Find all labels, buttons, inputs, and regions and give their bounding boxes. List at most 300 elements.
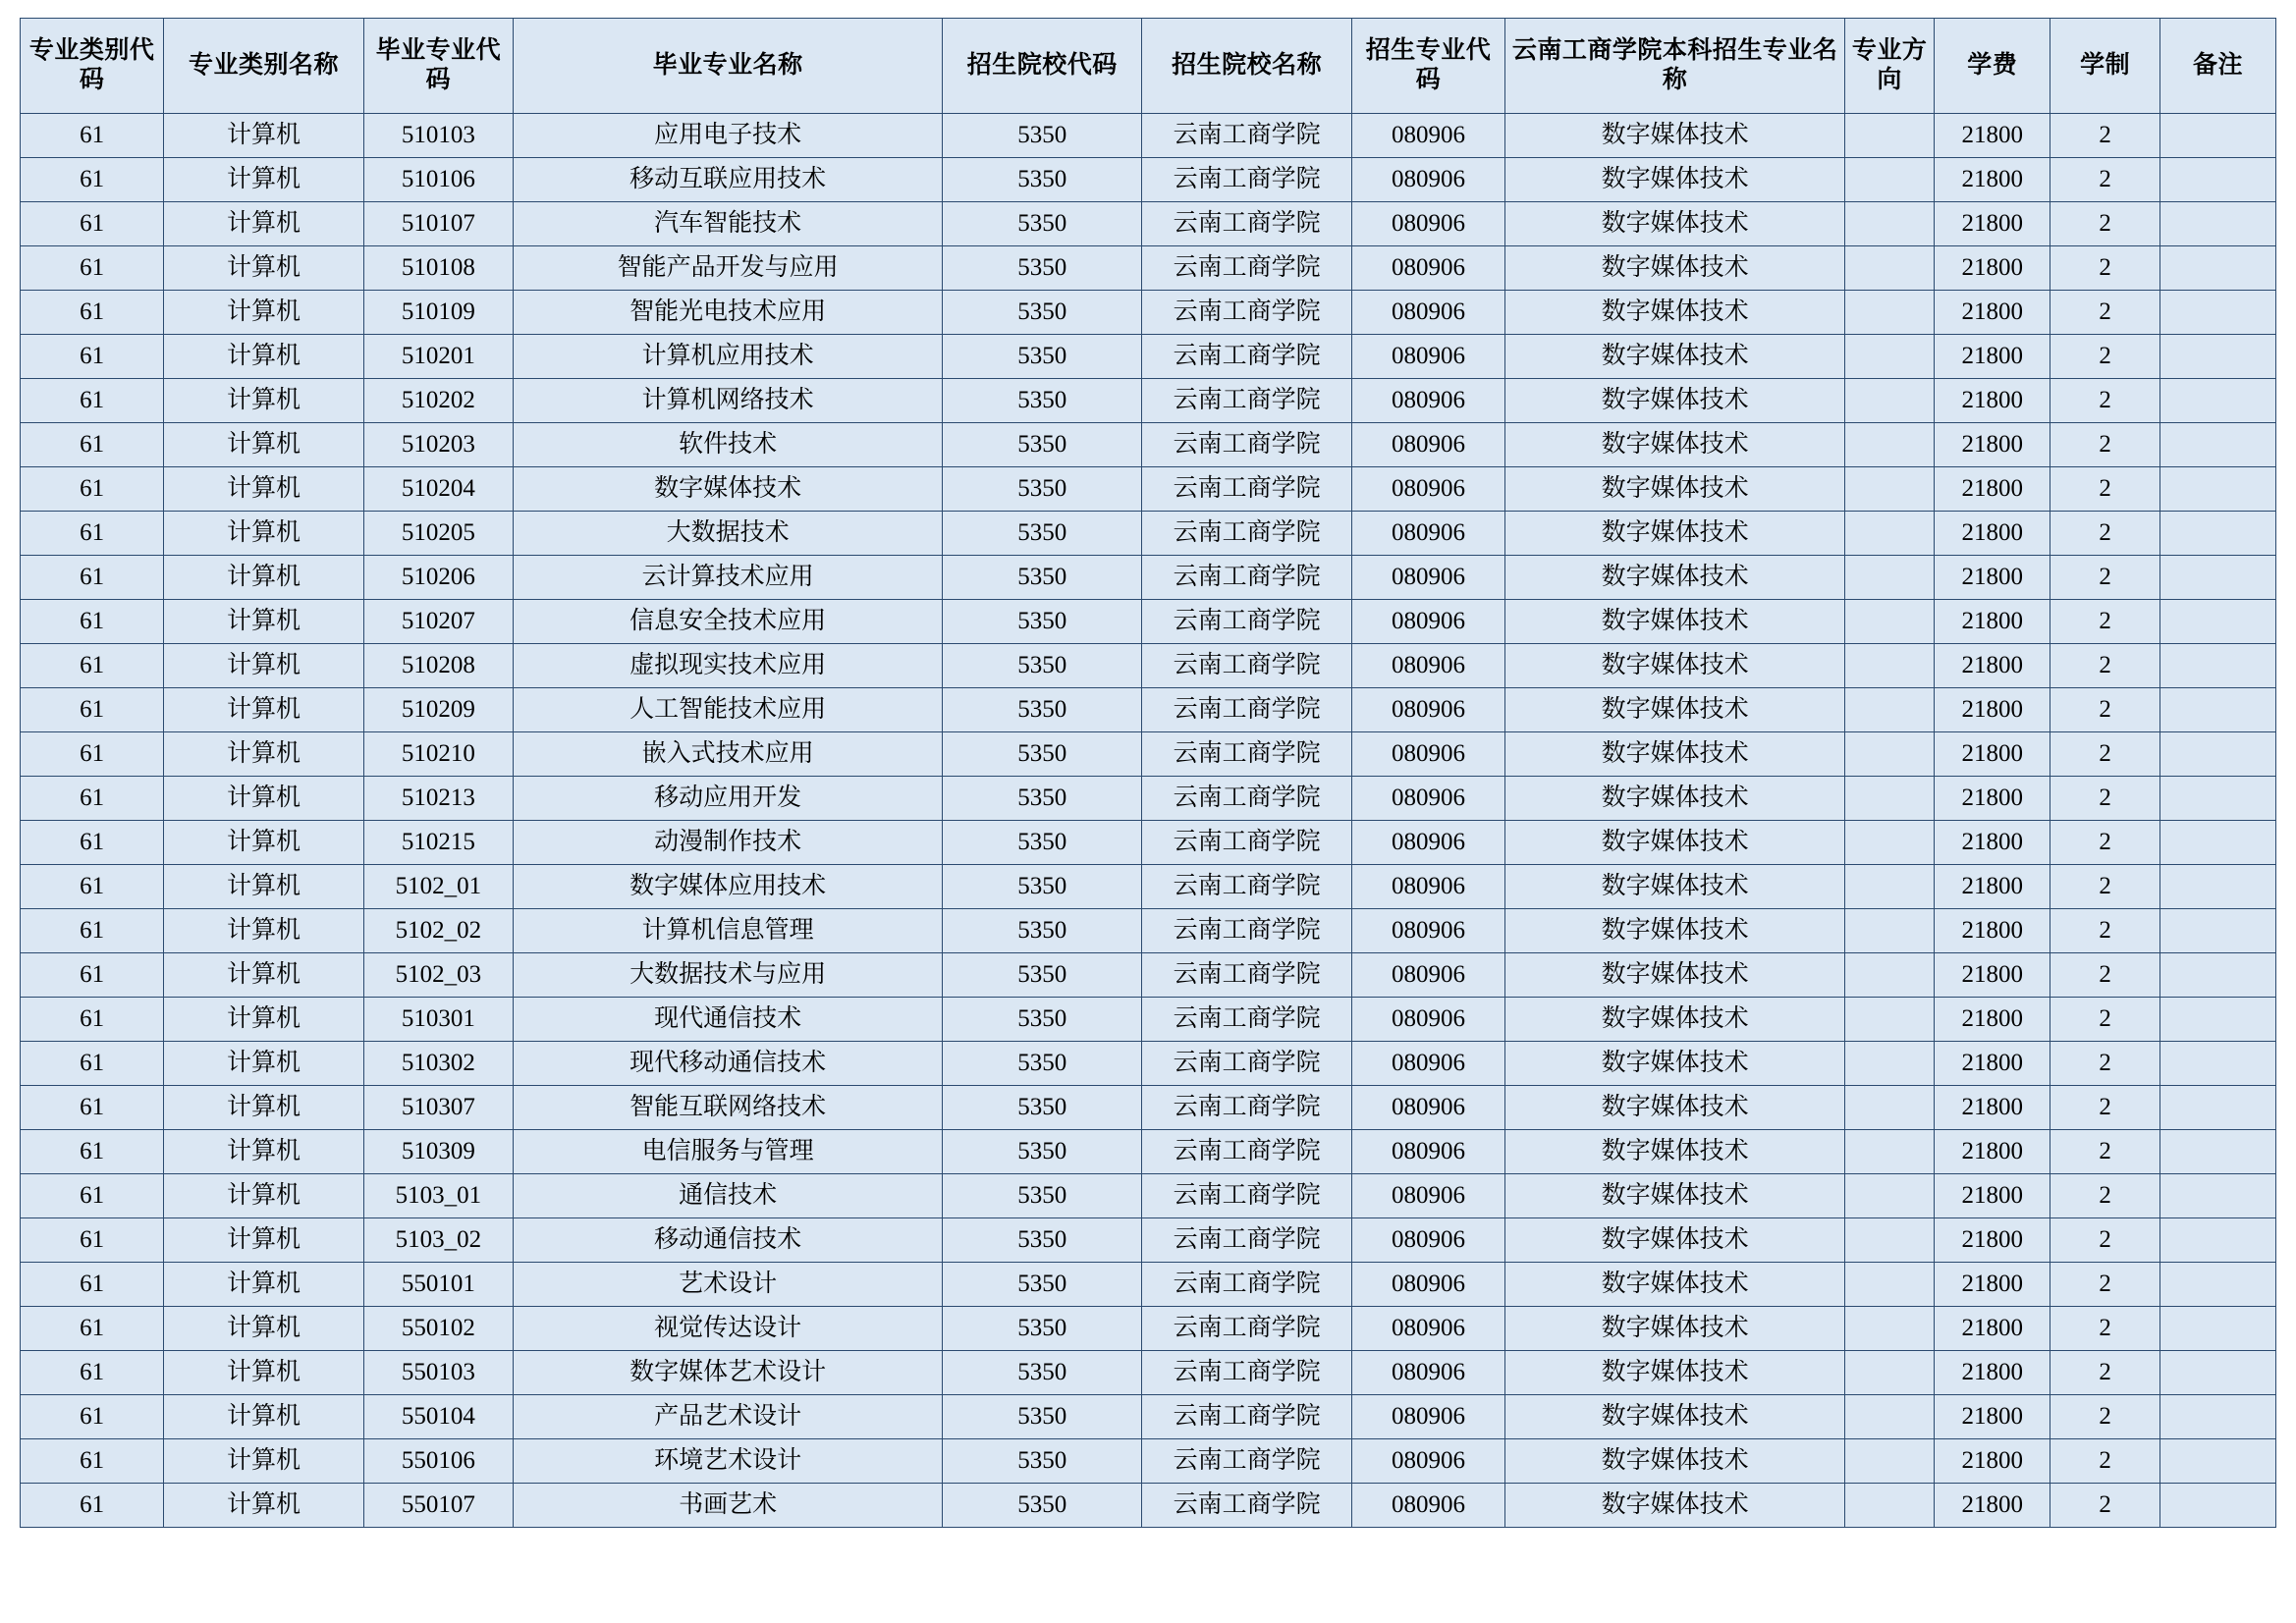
- cell-remarks: [2160, 335, 2276, 379]
- cell-admission-school-name: 云南工商学院: [1142, 1218, 1351, 1263]
- cell-undergrad-major-name: 数字媒体技术: [1505, 953, 1845, 998]
- cell-major-category-code: 61: [21, 1130, 164, 1174]
- column-header-tuition: 学费: [1935, 19, 2050, 114]
- column-header-remarks: 备注: [2160, 19, 2276, 114]
- table-row: [21, 1218, 2276, 1263]
- cell-admission-school-code: 5350: [943, 644, 1142, 688]
- cell-graduation-major-name: 电信服务与管理: [514, 1130, 943, 1174]
- cell-remarks: [2160, 1351, 2276, 1395]
- cell-admission-major-code: 080906: [1351, 688, 1505, 732]
- column-header-study-length: 学制: [2050, 19, 2160, 114]
- cell-graduation-major-name: 虚拟现实技术应用: [514, 644, 943, 688]
- cell-graduation-major-code: 510302: [363, 1042, 513, 1086]
- cell-study-length: 2: [2050, 1218, 2160, 1263]
- table-row: [21, 732, 2276, 777]
- cell-tuition: 21800: [1935, 953, 2050, 998]
- cell-major-category-name: 计算机: [164, 202, 363, 246]
- cell-admission-school-name: 云南工商学院: [1142, 512, 1351, 556]
- cell-major-category-name: 计算机: [164, 1307, 363, 1351]
- cell-admission-school-name: 云南工商学院: [1142, 246, 1351, 291]
- cell-admission-major-code: 080906: [1351, 423, 1505, 467]
- cell-major-category-name: 计算机: [164, 246, 363, 291]
- cell-admission-school-name: 云南工商学院: [1142, 158, 1351, 202]
- cell-major-category-name: 计算机: [164, 1218, 363, 1263]
- cell-remarks: [2160, 998, 2276, 1042]
- cell-tuition: 21800: [1935, 732, 2050, 777]
- cell-major-category-code: 61: [21, 1439, 164, 1484]
- cell-undergrad-major-name: 数字媒体技术: [1505, 335, 1845, 379]
- cell-major-direction: [1844, 1218, 1934, 1263]
- cell-admission-major-code: 080906: [1351, 202, 1505, 246]
- table-row: [21, 1086, 2276, 1130]
- cell-undergrad-major-name: 数字媒体技术: [1505, 688, 1845, 732]
- cell-major-category-name: 计算机: [164, 335, 363, 379]
- cell-graduation-major-name: 数字媒体应用技术: [514, 865, 943, 909]
- cell-tuition: 21800: [1935, 1130, 2050, 1174]
- cell-undergrad-major-name: 数字媒体技术: [1505, 1439, 1845, 1484]
- cell-major-category-code: 61: [21, 777, 164, 821]
- cell-remarks: [2160, 821, 2276, 865]
- cell-major-direction: [1844, 114, 1934, 158]
- cell-study-length: 2: [2050, 953, 2160, 998]
- cell-study-length: 2: [2050, 777, 2160, 821]
- cell-graduation-major-code: 510106: [363, 158, 513, 202]
- cell-remarks: [2160, 688, 2276, 732]
- cell-tuition: 21800: [1935, 998, 2050, 1042]
- cell-major-category-code: 61: [21, 600, 164, 644]
- cell-graduation-major-code: 510208: [363, 644, 513, 688]
- table-row: [21, 600, 2276, 644]
- cell-major-direction: [1844, 512, 1934, 556]
- cell-graduation-major-name: 嵌入式技术应用: [514, 732, 943, 777]
- cell-major-category-code: 61: [21, 688, 164, 732]
- cell-admission-major-code: 080906: [1351, 998, 1505, 1042]
- cell-admission-major-code: 080906: [1351, 1086, 1505, 1130]
- table-row: [21, 909, 2276, 953]
- cell-admission-school-code: 5350: [943, 512, 1142, 556]
- cell-study-length: 2: [2050, 1351, 2160, 1395]
- table-row: [21, 467, 2276, 512]
- cell-remarks: [2160, 1263, 2276, 1307]
- cell-study-length: 2: [2050, 202, 2160, 246]
- cell-admission-school-code: 5350: [943, 732, 1142, 777]
- cell-major-direction: [1844, 688, 1934, 732]
- cell-graduation-major-code: 5102_03: [363, 953, 513, 998]
- cell-undergrad-major-name: 数字媒体技术: [1505, 556, 1845, 600]
- column-header-major-direction: 专业方向: [1844, 19, 1934, 114]
- cell-remarks: [2160, 512, 2276, 556]
- cell-remarks: [2160, 732, 2276, 777]
- cell-graduation-major-code: 550103: [363, 1351, 513, 1395]
- cell-tuition: 21800: [1935, 1218, 2050, 1263]
- cell-undergrad-major-name: 数字媒体技术: [1505, 1218, 1845, 1263]
- cell-admission-school-code: 5350: [943, 865, 1142, 909]
- cell-graduation-major-name: 智能产品开发与应用: [514, 246, 943, 291]
- cell-admission-major-code: 080906: [1351, 246, 1505, 291]
- cell-study-length: 2: [2050, 1042, 2160, 1086]
- cell-graduation-major-code: 5102_01: [363, 865, 513, 909]
- cell-major-category-code: 61: [21, 732, 164, 777]
- cell-graduation-major-code: 510210: [363, 732, 513, 777]
- cell-undergrad-major-name: 数字媒体技术: [1505, 732, 1845, 777]
- cell-admission-school-name: 云南工商学院: [1142, 335, 1351, 379]
- cell-undergrad-major-name: 数字媒体技术: [1505, 777, 1845, 821]
- cell-remarks: [2160, 909, 2276, 953]
- table-row: [21, 1263, 2276, 1307]
- cell-major-direction: [1844, 953, 1934, 998]
- cell-major-category-name: 计算机: [164, 114, 363, 158]
- cell-undergrad-major-name: 数字媒体技术: [1505, 202, 1845, 246]
- column-header-admission-school-code: 招生院校代码: [943, 19, 1142, 114]
- cell-major-direction: [1844, 600, 1934, 644]
- cell-major-direction: [1844, 1086, 1934, 1130]
- cell-graduation-major-name: 大数据技术: [514, 512, 943, 556]
- cell-tuition: 21800: [1935, 1439, 2050, 1484]
- cell-admission-school-code: 5350: [943, 379, 1142, 423]
- cell-major-category-code: 61: [21, 114, 164, 158]
- cell-undergrad-major-name: 数字媒体技术: [1505, 291, 1845, 335]
- cell-remarks: [2160, 1484, 2276, 1528]
- table-row: [21, 998, 2276, 1042]
- cell-major-category-code: 61: [21, 998, 164, 1042]
- cell-major-direction: [1844, 1263, 1934, 1307]
- table-row: [21, 1042, 2276, 1086]
- table-header: [21, 19, 2276, 114]
- table-row: [21, 1174, 2276, 1218]
- cell-admission-school-code: 5350: [943, 600, 1142, 644]
- cell-tuition: 21800: [1935, 291, 2050, 335]
- cell-admission-school-code: 5350: [943, 335, 1142, 379]
- cell-admission-school-code: 5350: [943, 953, 1142, 998]
- cell-tuition: 21800: [1935, 379, 2050, 423]
- cell-undergrad-major-name: 数字媒体技术: [1505, 909, 1845, 953]
- cell-admission-major-code: 080906: [1351, 1174, 1505, 1218]
- cell-study-length: 2: [2050, 291, 2160, 335]
- cell-major-direction: [1844, 1484, 1934, 1528]
- cell-remarks: [2160, 1130, 2276, 1174]
- cell-graduation-major-name: 环境艺术设计: [514, 1439, 943, 1484]
- cell-undergrad-major-name: 数字媒体技术: [1505, 512, 1845, 556]
- cell-admission-major-code: 080906: [1351, 1307, 1505, 1351]
- cell-admission-school-name: 云南工商学院: [1142, 953, 1351, 998]
- cell-study-length: 2: [2050, 600, 2160, 644]
- cell-remarks: [2160, 246, 2276, 291]
- cell-major-direction: [1844, 909, 1934, 953]
- cell-admission-school-code: 5350: [943, 1174, 1142, 1218]
- cell-study-length: 2: [2050, 1086, 2160, 1130]
- table-row: [21, 291, 2276, 335]
- cell-graduation-major-name: 现代移动通信技术: [514, 1042, 943, 1086]
- cell-admission-major-code: 080906: [1351, 1395, 1505, 1439]
- cell-remarks: [2160, 777, 2276, 821]
- cell-major-direction: [1844, 291, 1934, 335]
- cell-admission-school-code: 5350: [943, 998, 1142, 1042]
- cell-graduation-major-code: 510201: [363, 335, 513, 379]
- cell-study-length: 2: [2050, 909, 2160, 953]
- table-row: [21, 512, 2276, 556]
- cell-undergrad-major-name: 数字媒体技术: [1505, 1351, 1845, 1395]
- cell-major-direction: [1844, 1130, 1934, 1174]
- cell-admission-major-code: 080906: [1351, 335, 1505, 379]
- cell-major-category-name: 计算机: [164, 1174, 363, 1218]
- table-body: [21, 114, 2276, 1528]
- cell-admission-school-code: 5350: [943, 246, 1142, 291]
- cell-remarks: [2160, 291, 2276, 335]
- table-row: [21, 777, 2276, 821]
- cell-remarks: [2160, 1395, 2276, 1439]
- cell-study-length: 2: [2050, 467, 2160, 512]
- cell-admission-major-code: 080906: [1351, 600, 1505, 644]
- cell-major-direction: [1844, 1395, 1934, 1439]
- cell-study-length: 2: [2050, 732, 2160, 777]
- cell-undergrad-major-name: 数字媒体技术: [1505, 1086, 1845, 1130]
- cell-major-direction: [1844, 1307, 1934, 1351]
- cell-major-category-name: 计算机: [164, 1042, 363, 1086]
- cell-graduation-major-name: 云计算技术应用: [514, 556, 943, 600]
- cell-study-length: 2: [2050, 644, 2160, 688]
- cell-major-category-name: 计算机: [164, 379, 363, 423]
- column-header-admission-major-code: 招生专业代码: [1351, 19, 1505, 114]
- cell-admission-school-name: 云南工商学院: [1142, 1439, 1351, 1484]
- cell-major-category-name: 计算机: [164, 1395, 363, 1439]
- cell-major-category-code: 61: [21, 865, 164, 909]
- cell-major-category-code: 61: [21, 953, 164, 998]
- cell-graduation-major-name: 软件技术: [514, 423, 943, 467]
- cell-study-length: 2: [2050, 865, 2160, 909]
- cell-graduation-major-name: 计算机网络技术: [514, 379, 943, 423]
- cell-undergrad-major-name: 数字媒体技术: [1505, 1263, 1845, 1307]
- cell-major-category-name: 计算机: [164, 865, 363, 909]
- cell-graduation-major-name: 应用电子技术: [514, 114, 943, 158]
- cell-study-length: 2: [2050, 1130, 2160, 1174]
- cell-graduation-major-name: 书画艺术: [514, 1484, 943, 1528]
- cell-remarks: [2160, 644, 2276, 688]
- cell-tuition: 21800: [1935, 202, 2050, 246]
- cell-graduation-major-name: 移动互联应用技术: [514, 158, 943, 202]
- cell-admission-major-code: 080906: [1351, 1130, 1505, 1174]
- cell-study-length: 2: [2050, 114, 2160, 158]
- cell-graduation-major-code: 510108: [363, 246, 513, 291]
- cell-major-category-code: 61: [21, 512, 164, 556]
- cell-major-direction: [1844, 821, 1934, 865]
- cell-admission-school-code: 5350: [943, 1439, 1142, 1484]
- cell-study-length: 2: [2050, 1174, 2160, 1218]
- table-row: [21, 1439, 2276, 1484]
- cell-admission-major-code: 080906: [1351, 467, 1505, 512]
- cell-tuition: 21800: [1935, 1395, 2050, 1439]
- cell-graduation-major-code: 510213: [363, 777, 513, 821]
- cell-major-category-name: 计算机: [164, 688, 363, 732]
- cell-admission-school-name: 云南工商学院: [1142, 909, 1351, 953]
- cell-tuition: 21800: [1935, 1484, 2050, 1528]
- cell-admission-school-code: 5350: [943, 821, 1142, 865]
- cell-admission-major-code: 080906: [1351, 379, 1505, 423]
- cell-remarks: [2160, 865, 2276, 909]
- cell-study-length: 2: [2050, 335, 2160, 379]
- cell-study-length: 2: [2050, 556, 2160, 600]
- cell-graduation-major-name: 艺术设计: [514, 1263, 943, 1307]
- cell-graduation-major-name: 计算机应用技术: [514, 335, 943, 379]
- cell-major-category-code: 61: [21, 1351, 164, 1395]
- cell-graduation-major-code: 510203: [363, 423, 513, 467]
- cell-admission-major-code: 080906: [1351, 865, 1505, 909]
- column-header-graduation-major-code: 毕业专业代码: [363, 19, 513, 114]
- cell-admission-major-code: 080906: [1351, 821, 1505, 865]
- cell-graduation-major-name: 视觉传达设计: [514, 1307, 943, 1351]
- cell-graduation-major-code: 550107: [363, 1484, 513, 1528]
- cell-admission-school-name: 云南工商学院: [1142, 114, 1351, 158]
- cell-graduation-major-code: 550102: [363, 1307, 513, 1351]
- cell-major-direction: [1844, 644, 1934, 688]
- cell-graduation-major-code: 510309: [363, 1130, 513, 1174]
- cell-major-category-code: 61: [21, 1042, 164, 1086]
- table-row: [21, 1130, 2276, 1174]
- cell-admission-school-name: 云南工商学院: [1142, 777, 1351, 821]
- cell-major-direction: [1844, 865, 1934, 909]
- cell-major-category-code: 61: [21, 291, 164, 335]
- cell-admission-major-code: 080906: [1351, 1439, 1505, 1484]
- cell-graduation-major-name: 智能光电技术应用: [514, 291, 943, 335]
- cell-undergrad-major-name: 数字媒体技术: [1505, 644, 1845, 688]
- cell-remarks: [2160, 423, 2276, 467]
- cell-major-category-code: 61: [21, 1174, 164, 1218]
- cell-remarks: [2160, 1086, 2276, 1130]
- cell-major-direction: [1844, 423, 1934, 467]
- cell-admission-school-name: 云南工商学院: [1142, 1351, 1351, 1395]
- cell-graduation-major-code: 5102_02: [363, 909, 513, 953]
- cell-major-category-code: 61: [21, 1395, 164, 1439]
- cell-remarks: [2160, 953, 2276, 998]
- cell-tuition: 21800: [1935, 1351, 2050, 1395]
- cell-undergrad-major-name: 数字媒体技术: [1505, 246, 1845, 291]
- cell-admission-major-code: 080906: [1351, 909, 1505, 953]
- cell-remarks: [2160, 1042, 2276, 1086]
- cell-admission-major-code: 080906: [1351, 1351, 1505, 1395]
- cell-admission-school-name: 云南工商学院: [1142, 865, 1351, 909]
- cell-admission-school-name: 云南工商学院: [1142, 1484, 1351, 1528]
- cell-admission-major-code: 080906: [1351, 1218, 1505, 1263]
- cell-undergrad-major-name: 数字媒体技术: [1505, 1307, 1845, 1351]
- cell-major-category-name: 计算机: [164, 423, 363, 467]
- cell-major-category-code: 61: [21, 1086, 164, 1130]
- cell-major-category-name: 计算机: [164, 644, 363, 688]
- cell-graduation-major-name: 汽车智能技术: [514, 202, 943, 246]
- cell-major-direction: [1844, 1439, 1934, 1484]
- cell-admission-school-name: 云南工商学院: [1142, 1174, 1351, 1218]
- cell-admission-school-name: 云南工商学院: [1142, 600, 1351, 644]
- cell-major-category-name: 计算机: [164, 1263, 363, 1307]
- cell-undergrad-major-name: 数字媒体技术: [1505, 114, 1845, 158]
- cell-major-category-code: 61: [21, 202, 164, 246]
- cell-major-category-name: 计算机: [164, 998, 363, 1042]
- cell-admission-major-code: 080906: [1351, 953, 1505, 998]
- cell-graduation-major-name: 计算机信息管理: [514, 909, 943, 953]
- cell-admission-school-name: 云南工商学院: [1142, 732, 1351, 777]
- cell-graduation-major-code: 510109: [363, 291, 513, 335]
- table-row: [21, 114, 2276, 158]
- cell-remarks: [2160, 158, 2276, 202]
- cell-remarks: [2160, 114, 2276, 158]
- cell-admission-major-code: 080906: [1351, 114, 1505, 158]
- cell-major-category-name: 计算机: [164, 732, 363, 777]
- cell-major-category-name: 计算机: [164, 600, 363, 644]
- cell-major-category-name: 计算机: [164, 158, 363, 202]
- cell-admission-school-name: 云南工商学院: [1142, 1263, 1351, 1307]
- cell-major-category-name: 计算机: [164, 953, 363, 998]
- cell-graduation-major-code: 550104: [363, 1395, 513, 1439]
- cell-graduation-major-name: 通信技术: [514, 1174, 943, 1218]
- cell-admission-school-code: 5350: [943, 114, 1142, 158]
- cell-graduation-major-code: 510206: [363, 556, 513, 600]
- cell-admission-school-name: 云南工商学院: [1142, 1395, 1351, 1439]
- cell-graduation-major-name: 智能互联网络技术: [514, 1086, 943, 1130]
- cell-major-category-name: 计算机: [164, 1130, 363, 1174]
- cell-undergrad-major-name: 数字媒体技术: [1505, 423, 1845, 467]
- cell-tuition: 21800: [1935, 1174, 2050, 1218]
- cell-admission-school-code: 5350: [943, 1218, 1142, 1263]
- cell-graduation-major-name: 移动应用开发: [514, 777, 943, 821]
- cell-undergrad-major-name: 数字媒体技术: [1505, 158, 1845, 202]
- cell-undergrad-major-name: 数字媒体技术: [1505, 1042, 1845, 1086]
- cell-admission-school-code: 5350: [943, 1351, 1142, 1395]
- table-row: [21, 1484, 2276, 1528]
- cell-admission-school-code: 5350: [943, 1395, 1142, 1439]
- cell-admission-school-name: 云南工商学院: [1142, 467, 1351, 512]
- cell-remarks: [2160, 556, 2276, 600]
- table-row: [21, 379, 2276, 423]
- cell-admission-school-name: 云南工商学院: [1142, 291, 1351, 335]
- cell-admission-school-name: 云南工商学院: [1142, 202, 1351, 246]
- cell-graduation-major-name: 产品艺术设计: [514, 1395, 943, 1439]
- cell-admission-school-name: 云南工商学院: [1142, 998, 1351, 1042]
- cell-graduation-major-name: 信息安全技术应用: [514, 600, 943, 644]
- cell-major-category-name: 计算机: [164, 512, 363, 556]
- column-header-undergrad-major-name: 云南工商学院本科招生专业名称: [1505, 19, 1845, 114]
- cell-undergrad-major-name: 数字媒体技术: [1505, 998, 1845, 1042]
- cell-admission-school-name: 云南工商学院: [1142, 821, 1351, 865]
- cell-admission-school-name: 云南工商学院: [1142, 423, 1351, 467]
- cell-graduation-major-code: 550106: [363, 1439, 513, 1484]
- cell-undergrad-major-name: 数字媒体技术: [1505, 1484, 1845, 1528]
- cell-graduation-major-code: 5103_01: [363, 1174, 513, 1218]
- cell-graduation-major-code: 550101: [363, 1263, 513, 1307]
- cell-major-category-name: 计算机: [164, 291, 363, 335]
- cell-admission-school-name: 云南工商学院: [1142, 644, 1351, 688]
- cell-major-category-code: 61: [21, 1263, 164, 1307]
- cell-undergrad-major-name: 数字媒体技术: [1505, 821, 1845, 865]
- cell-admission-school-name: 云南工商学院: [1142, 688, 1351, 732]
- cell-remarks: [2160, 1439, 2276, 1484]
- column-header-major-category-name: 专业类别名称: [164, 19, 363, 114]
- cell-admission-school-code: 5350: [943, 1042, 1142, 1086]
- cell-major-category-code: 61: [21, 1307, 164, 1351]
- cell-remarks: [2160, 467, 2276, 512]
- cell-study-length: 2: [2050, 1439, 2160, 1484]
- cell-major-direction: [1844, 998, 1934, 1042]
- cell-graduation-major-code: 510209: [363, 688, 513, 732]
- cell-graduation-major-code: 510301: [363, 998, 513, 1042]
- cell-undergrad-major-name: 数字媒体技术: [1505, 1395, 1845, 1439]
- cell-graduation-major-name: 大数据技术与应用: [514, 953, 943, 998]
- cell-graduation-major-code: 510307: [363, 1086, 513, 1130]
- cell-major-category-code: 61: [21, 246, 164, 291]
- cell-admission-school-code: 5350: [943, 1307, 1142, 1351]
- cell-study-length: 2: [2050, 998, 2160, 1042]
- cell-major-category-code: 61: [21, 1218, 164, 1263]
- cell-graduation-major-code: 510107: [363, 202, 513, 246]
- cell-major-direction: [1844, 1351, 1934, 1395]
- cell-tuition: 21800: [1935, 556, 2050, 600]
